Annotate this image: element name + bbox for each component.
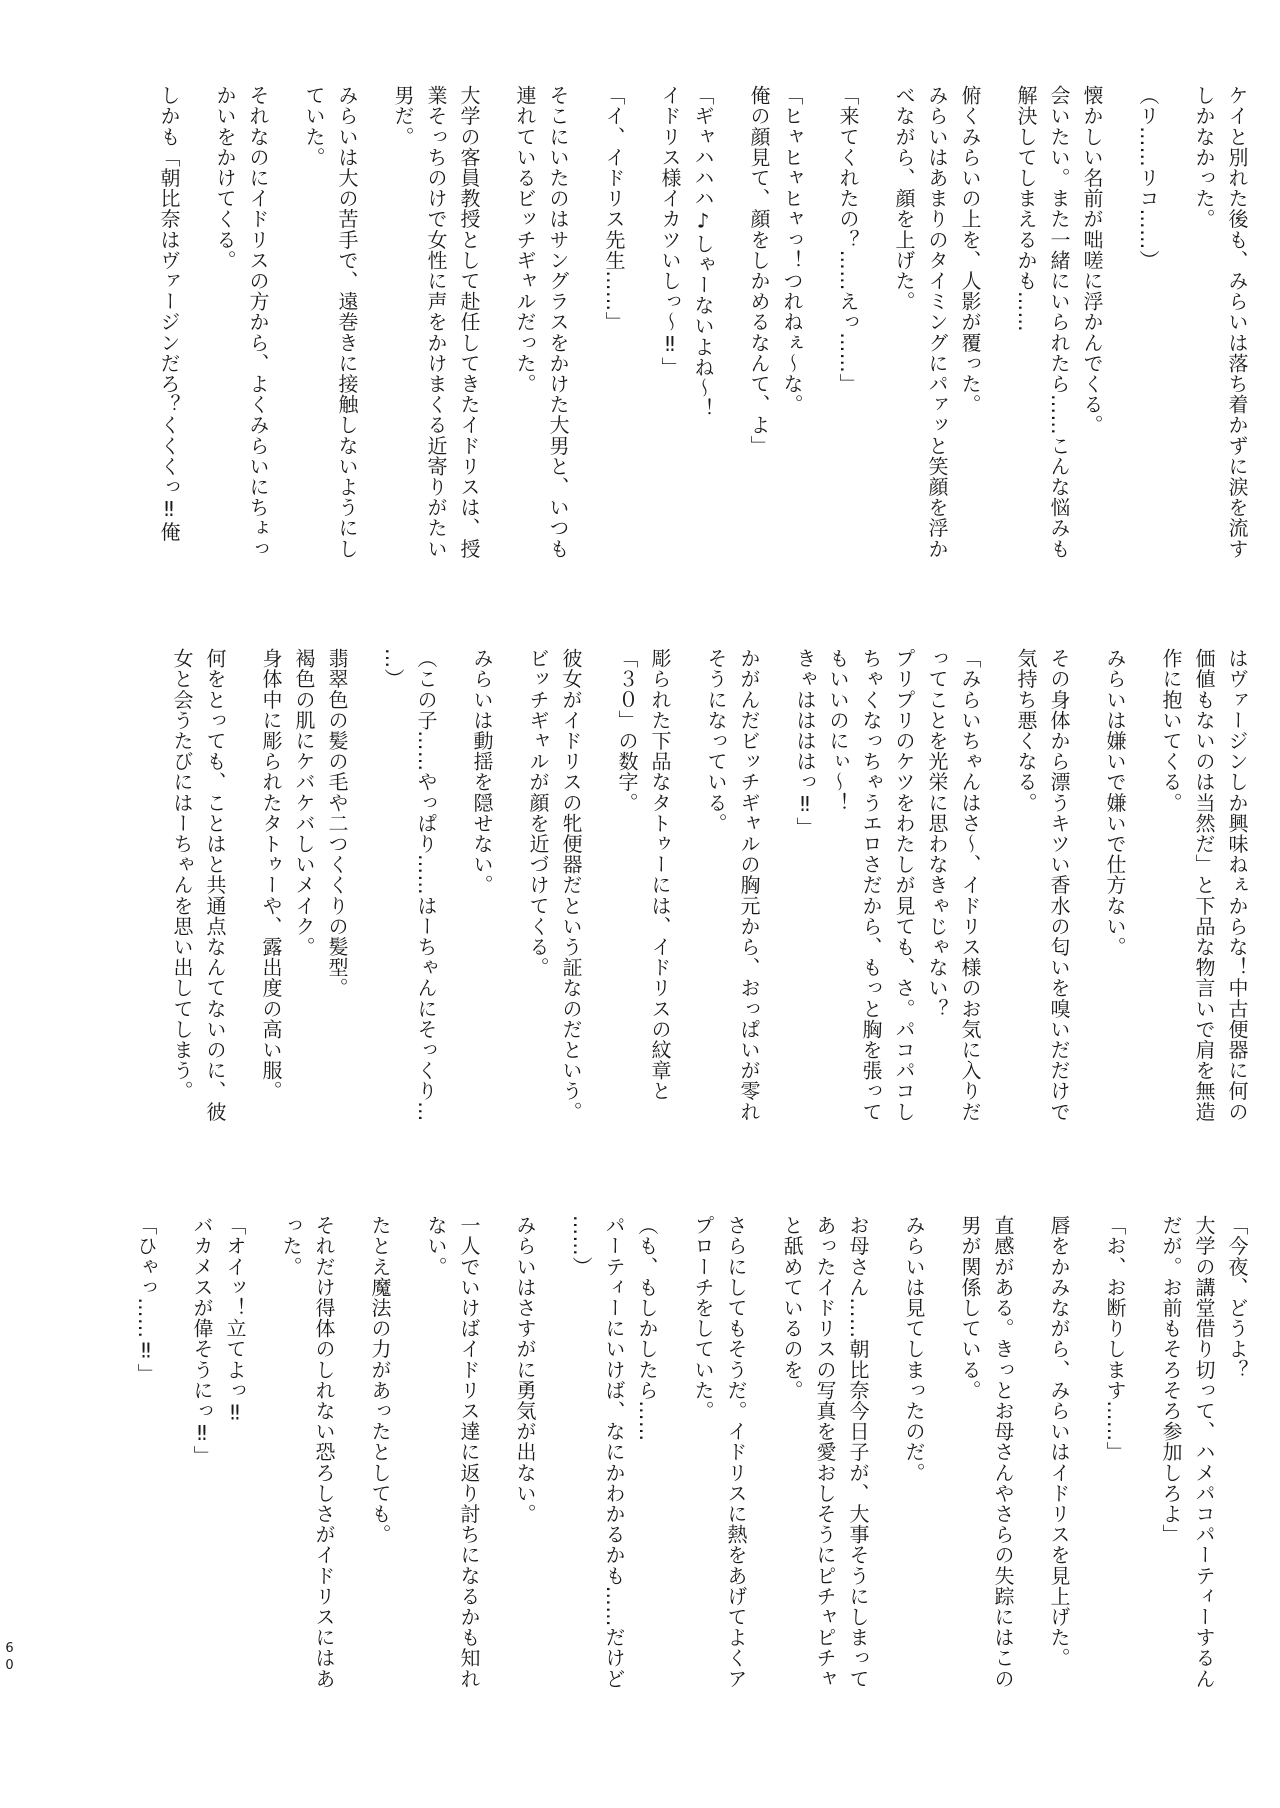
paragraph (1131, 85, 1164, 587)
paragraph (386, 85, 485, 587)
paragraph (185, 1215, 251, 1717)
paragraph (274, 1215, 340, 1717)
text-column: 業そっちのけで女性に声をかけまくる近寄りがたい (424, 85, 448, 559)
text-column: 「ヒャヒャヒャっ！つれねぇ〜な。 (780, 85, 804, 415)
text-column: そうになっている。 (704, 648, 728, 834)
text-column: 「今夜、どうよ？ (1225, 1215, 1249, 1380)
text-column: 大学の講堂借り切って、ハメパコパーティーするん (1192, 1215, 1216, 1689)
text-column: （も、もしかしたら…… (635, 1215, 659, 1442)
paragraph (564, 1215, 663, 1717)
text-column: ちゃくなっちゃうエロさだから、もっと胸を張って (859, 648, 883, 1122)
paragraph (521, 648, 587, 1150)
text-column: みらいはさすがに勇気が出ない。 (513, 1215, 537, 1524)
paragraph (897, 1215, 930, 1717)
text-column: 身体中に彫られたタトゥーや、露出度の高い服。 (259, 648, 283, 1102)
paragraph (653, 85, 719, 587)
text-column: 価値もないのは当然だ」と下品な物言いで肩を無造 (1192, 648, 1216, 1122)
paragraph (419, 1215, 485, 1717)
text-column: ていた。 (302, 85, 326, 168)
paragraph (788, 648, 986, 1150)
text-column: みらいは動揺を隠せない。 (470, 648, 494, 896)
text-column: った。 (279, 1215, 303, 1277)
text-column: （この子……やっぱり……はーちゃんにそっくり… (414, 648, 438, 1122)
text-band-middle (165, 648, 1253, 1150)
paragraph (508, 1215, 541, 1717)
text-column: 作に抱いてくる。 (1159, 648, 1183, 813)
paragraph (831, 85, 864, 587)
text-column: 懐かしい名前が咄嗟に浮かんでくる。 (1080, 85, 1104, 436)
paragraph (152, 85, 185, 587)
text-column: 「イ、イドリス先生……」 (602, 85, 626, 333)
text-column: 「オイッ！立てよっ‼ (223, 1215, 247, 1425)
text-column: パーティーにいけば、なにかわかるかも……だけど (602, 1215, 626, 1689)
text-column: イドリス様イカツいしっ〜‼」 (658, 85, 682, 378)
text-column: 「お、お断りします……」 (1103, 1215, 1127, 1463)
text-column: だが。お前もそろそろ参加しろよ」 (1159, 1215, 1183, 1545)
paragraph (610, 648, 676, 1150)
text-column: プローチをしていた。 (691, 1215, 715, 1421)
paragraph (465, 648, 498, 1150)
paragraph (1009, 648, 1075, 1150)
text-column: ない。 (424, 1215, 448, 1277)
text-column: 一人でいけばイドリス達に返り討ちになるかも知れ (457, 1215, 481, 1689)
text-column: みらいは大の苦手で、遠巻きに接触しないようにし (335, 85, 359, 559)
text-column: しかなかった。 (1192, 85, 1216, 230)
paragraph (129, 1215, 162, 1717)
paragraph (887, 85, 986, 587)
text-column: もいいのにぃ〜！ (826, 648, 850, 813)
paragraph (1187, 85, 1253, 587)
text-column: 会いたい。また一緒にいられたら……こんな悩みも (1047, 85, 1071, 559)
paragraph (297, 85, 363, 587)
paragraph (775, 1215, 874, 1717)
page-number: 60 (2, 1641, 17, 1675)
paragraph (1154, 1215, 1253, 1717)
paragraph (165, 648, 231, 1150)
text-column: そこにいたのはサングラスをかけた大男と、いつも (546, 85, 570, 559)
text-column: べながら、顔を上げた。 (892, 85, 916, 312)
paragraph (363, 1215, 396, 1717)
text-column: その身体から漂うキツい香水の匂いを嗅いだだけで (1047, 648, 1071, 1122)
paragraph (1009, 85, 1108, 587)
text-column: ケイと別れた後も、みらいは落ち着かずに涙を流す (1225, 85, 1249, 559)
text-column: ビッチギャルが顔を近づけてくる。 (526, 648, 550, 978)
text-column: バカメスが偉そうにっ‼」 (190, 1215, 214, 1467)
text-column: それだけ得体のしれない恐ろしさがイドリスにはあ (312, 1215, 336, 1689)
paragraph (686, 1215, 752, 1717)
paragraph (699, 648, 765, 1150)
text-column: 「来てくれたの？……えっ……」 (836, 85, 860, 394)
text-column: みらいはあまりのタイミングにパァッと笑顔を浮か (925, 85, 949, 559)
text-column: かがんだビッチギャルの胸元から、おっぱいが零れ (737, 648, 761, 1122)
text-column: たとえ魔法の力があったとしても。 (368, 1215, 392, 1545)
text-band-bottom (129, 1215, 1253, 1717)
text-column: （リ……リコ……） (1136, 85, 1160, 271)
paragraph (1042, 1215, 1075, 1717)
paragraph (376, 648, 442, 1150)
paragraph (508, 85, 574, 587)
text-column: 女と会うたびにはーちゃんを思い出してしまう。 (170, 648, 194, 1102)
text-column: 気持ち悪くなる。 (1014, 648, 1038, 813)
text-column: 彼女がイドリスの牝便器だという証なのだという。 (559, 648, 583, 1122)
text-column: ……） (569, 1215, 593, 1277)
text-column: 大学の客員教授として赴任してきたイドリスは、授 (457, 85, 481, 559)
text-column: さらにしてもそうだ。イドリスに熱をあげてよくア (724, 1215, 748, 1689)
text-column: 「ギャハハハ♪しゃーないよね〜！ (691, 85, 715, 419)
text-column: 男だ。 (391, 85, 415, 147)
paragraph (597, 85, 630, 587)
text-column: 「３０」の数字。 (615, 648, 639, 813)
text-column: みらいは見てしまったのだ。 (902, 1215, 926, 1483)
paragraph (254, 648, 353, 1150)
text-column: 男が関係している。 (958, 1215, 982, 1401)
text-column: かいをかけてくる。 (213, 85, 237, 271)
text-column: …） (381, 648, 405, 690)
paragraph (1098, 648, 1131, 1150)
text-column: 連れているビッチギャルだった。 (513, 85, 537, 394)
text-column: 翡翠色の髪の毛や二つくくりの髪型。 (325, 648, 349, 999)
text-column: はヴァージンしか興味ねぇからな！中古便器に何の (1225, 648, 1249, 1122)
text-column: あったイドリスの写真を愛おしそうにピチャピチャ (813, 1215, 837, 1689)
text-column: 直感がある。きっとお母さんやさらの失踪にはこの (991, 1215, 1015, 1689)
paragraph (1154, 648, 1253, 1150)
text-column: 解決してしまえるかも…… (1014, 85, 1038, 333)
text-column: プリプリのケツをわたしが見ても、さ。パコパコし (892, 648, 916, 1122)
paragraph (953, 1215, 1019, 1717)
text-column: 「みらいちゃんはさ〜、イドリス様のお気に入りだ (958, 648, 982, 1122)
text-band-top (152, 85, 1253, 587)
text-column: 唇をかみながら、みらいはイドリスを見上げた。 (1047, 1215, 1071, 1669)
text-column: しかも「朝比奈はヴァージンだろ？くくくっ‼俺 (157, 85, 181, 543)
text-column: 褐色の肌にケバケバしいメイク。 (292, 648, 316, 957)
paragraph (1098, 1215, 1131, 1717)
text-column: 俯くみらいの上を、人影が覆った。 (958, 85, 982, 415)
text-column: 俺の顔見て、顔をしかめるなんて、よ」 (747, 85, 771, 456)
text-column: ってことを光栄に思わなきゃじゃない？ (925, 648, 949, 1019)
paragraph (742, 85, 808, 587)
text-column: 彫られた下品なタトゥーには、イドリスの紋章と (648, 648, 672, 1102)
text-column: 何をとっても、ことはと共通点なんてないのに、彼 (203, 648, 227, 1122)
text-column: それなのにイドリスの方から、よくみらいにちょっ (246, 85, 270, 559)
paragraph (208, 85, 274, 587)
text-column: きゃははははっ‼」 (793, 648, 817, 838)
text-column: みらいは嫌いで嫌いで仕方ない。 (1103, 648, 1127, 957)
text-column: 「ひゃっ……‼」 (134, 1215, 158, 1384)
text-column: と舐めているのを。 (780, 1215, 804, 1401)
text-column: お母さん……朝比奈今日子が、大事そうにしまって (846, 1215, 870, 1689)
